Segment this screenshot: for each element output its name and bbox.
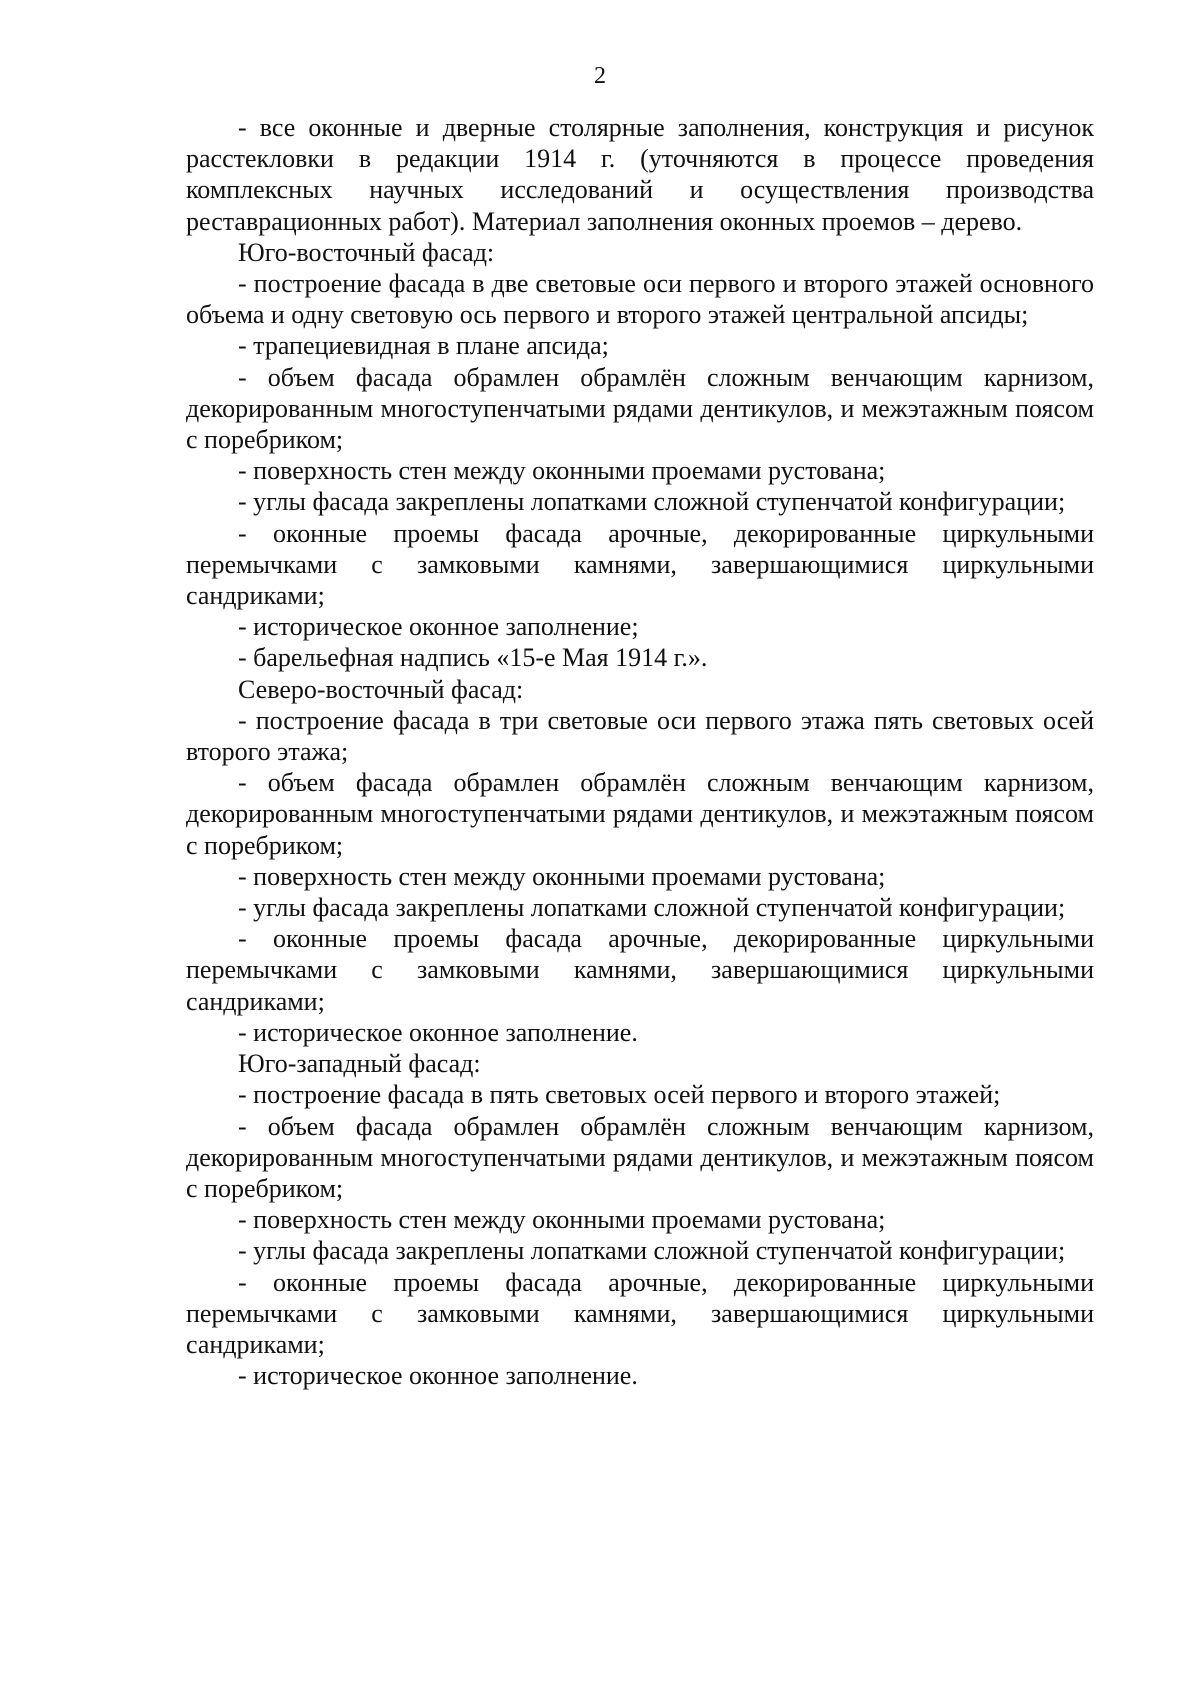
list-item: - построение фасада в две световые оси первого и второго этажей основного объема и одну световую ось первого и второго этажей центральной апсиды; (186, 269, 1094, 330)
list-item: - все оконные и дверные столярные заполнения, конструкция и рисунок расстекловки в редакции 1914 г. (уточняются в процессе проведения комплексных научных исследований и осуществления производства реставрационных работ). Материал заполнения оконных проемов – дерево. (186, 113, 1094, 236)
list-item: - историческое оконное заполнение. (238, 1017, 638, 1047)
list-item: - построение фасада в пять световых осей первого и второго этажей; (238, 1080, 1001, 1110)
section-heading-southwest-facade: Юго-западный фасад: (238, 1049, 481, 1079)
list-item: - оконные проемы фасада арочные, декорированные циркульными перемычками с замковыми камнями, завершающимися циркульными сандриками; (186, 924, 1094, 1016)
list-item: - трапециевидная в плане апсида; (238, 331, 609, 361)
list-item: - углы фасада закреплены лопатками сложной ступенчатой конфигурации; (238, 487, 1066, 517)
section-heading-southeast-facade: Юго-восточный фасад: (238, 237, 495, 267)
list-item: - объем фасада обрамлен обрамлён сложным венчающим карнизом, декорированным многоступенчатыми рядами дентикулов, и межэтажным поясом с поребриком; (186, 1111, 1094, 1203)
list-item: - поверхность стен между оконными проемами рустована; (238, 1205, 886, 1235)
list-item: - историческое оконное заполнение; (238, 612, 639, 642)
list-item: - углы фасада закреплены лопатками сложной ступенчатой конфигурации; (238, 1236, 1066, 1266)
list-item: - построение фасада в три световые оси первого этажа пять световых осей второго этажа; (186, 705, 1094, 767)
list-item: - поверхность стен между оконными проемами рустована; (238, 456, 886, 486)
page-number: 2 (594, 63, 606, 89)
list-item: - объем фасада обрамлен обрамлён сложным венчающим карнизом, декорированным многоступенчатыми рядами дентикулов, и межэтажным поясом с поребриком; (186, 768, 1094, 860)
document-body (186, 112, 1094, 1391)
section-heading-northeast-facade: Северо-восточный фасад: (238, 674, 524, 704)
list-item: - объем фасада обрамлен обрамлён сложным венчающим карнизом, декорированным многоступенчатыми рядами дентикулов, и межэтажным поясом с поребриком; (186, 362, 1094, 455)
list-item: - оконные проемы фасада арочные, декорированные циркульными перемычками с замковыми камнями, завершающимися циркульными сандриками; (186, 518, 1094, 611)
list-item: - оконные проемы фасада арочные, декорированные циркульными перемычками с замковыми камнями, завершающимися циркульными сандриками; (186, 1267, 1094, 1359)
list-item: - поверхность стен между оконными проемами рустована; (238, 861, 886, 891)
list-item: - историческое оконное заполнение. (238, 1361, 638, 1391)
list-item: - барельефная надпись «15-е Мая 1914 г.». (238, 643, 708, 673)
list-item: - углы фасада закреплены лопатками сложной ступенчатой конфигурации; (238, 893, 1066, 923)
